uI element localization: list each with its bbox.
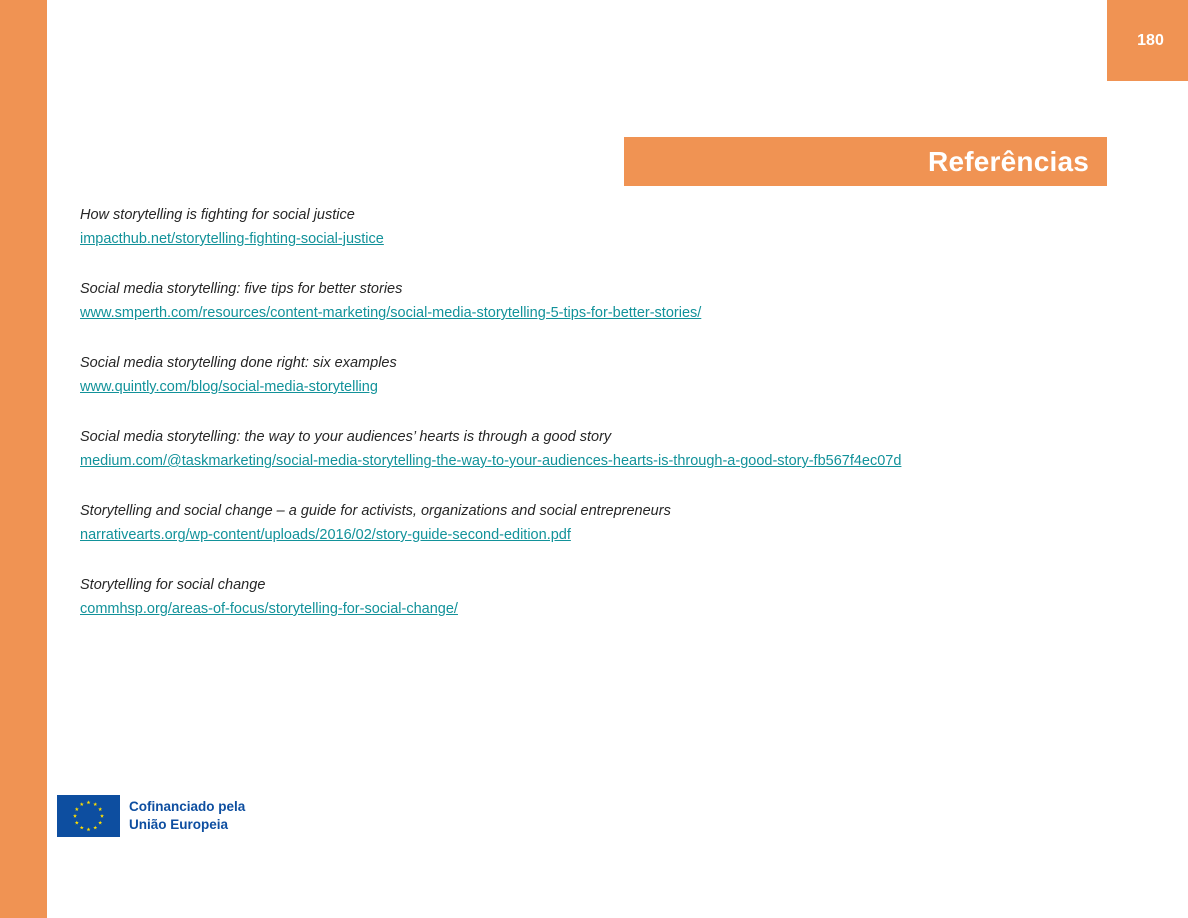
reference-title: Storytelling for social change bbox=[80, 577, 266, 593]
reference-item bbox=[80, 574, 1080, 648]
section-banner bbox=[624, 137, 1107, 186]
reference-item bbox=[80, 204, 1080, 278]
reference-title: Social media storytelling: the way to your audiences’ hearts is through a good story bbox=[80, 429, 612, 445]
reference-link[interactable]: commhsp.org/areas-of-focus/storytelling-for-social-change/ bbox=[80, 601, 458, 617]
eu-cofunding-logo bbox=[57, 795, 245, 837]
left-accent-bar bbox=[0, 0, 47, 918]
reference-link[interactable]: impacthub.net/storytelling-fighting-social-justice bbox=[80, 231, 384, 247]
section-title: Referências bbox=[928, 145, 1089, 177]
eu-logo-line-1: Cofinanciado pela bbox=[129, 799, 246, 814]
page-number: 180 bbox=[1137, 31, 1164, 49]
reference-link[interactable]: www.quintly.com/blog/social-media-storytelling bbox=[80, 379, 378, 395]
reference-link[interactable]: www.smperth.com/resources/content-marketing/social-media-storytelling-5-tips-for-better-stories/ bbox=[80, 305, 702, 321]
page-number-box bbox=[1107, 0, 1188, 81]
reference-title: Storytelling and social change – a guide for activists, organizations and social entrepreneurs bbox=[80, 503, 671, 519]
reference-link[interactable]: medium.com/@taskmarketing/social-media-storytelling-the-way-to-your-audiences-hearts-is-through-a-good-story-fb567f4ec07d bbox=[80, 453, 902, 469]
eu-logo-line-2: União Europeia bbox=[129, 817, 229, 832]
references-list bbox=[80, 204, 1080, 648]
reference-item bbox=[80, 352, 1080, 426]
eu-logo-text bbox=[129, 798, 245, 834]
eu-flag-icon bbox=[57, 795, 120, 837]
reference-title: How storytelling is fighting for social justice bbox=[80, 207, 355, 223]
reference-item bbox=[80, 426, 1080, 500]
reference-title: Social media storytelling: five tips for better stories bbox=[80, 281, 403, 297]
reference-title: Social media storytelling done right: six examples bbox=[80, 355, 397, 371]
reference-link[interactable]: narrativearts.org/wp-content/uploads/2016/02/story-guide-second-edition.pdf bbox=[80, 527, 571, 543]
reference-item bbox=[80, 278, 1080, 352]
reference-item bbox=[80, 500, 1080, 574]
